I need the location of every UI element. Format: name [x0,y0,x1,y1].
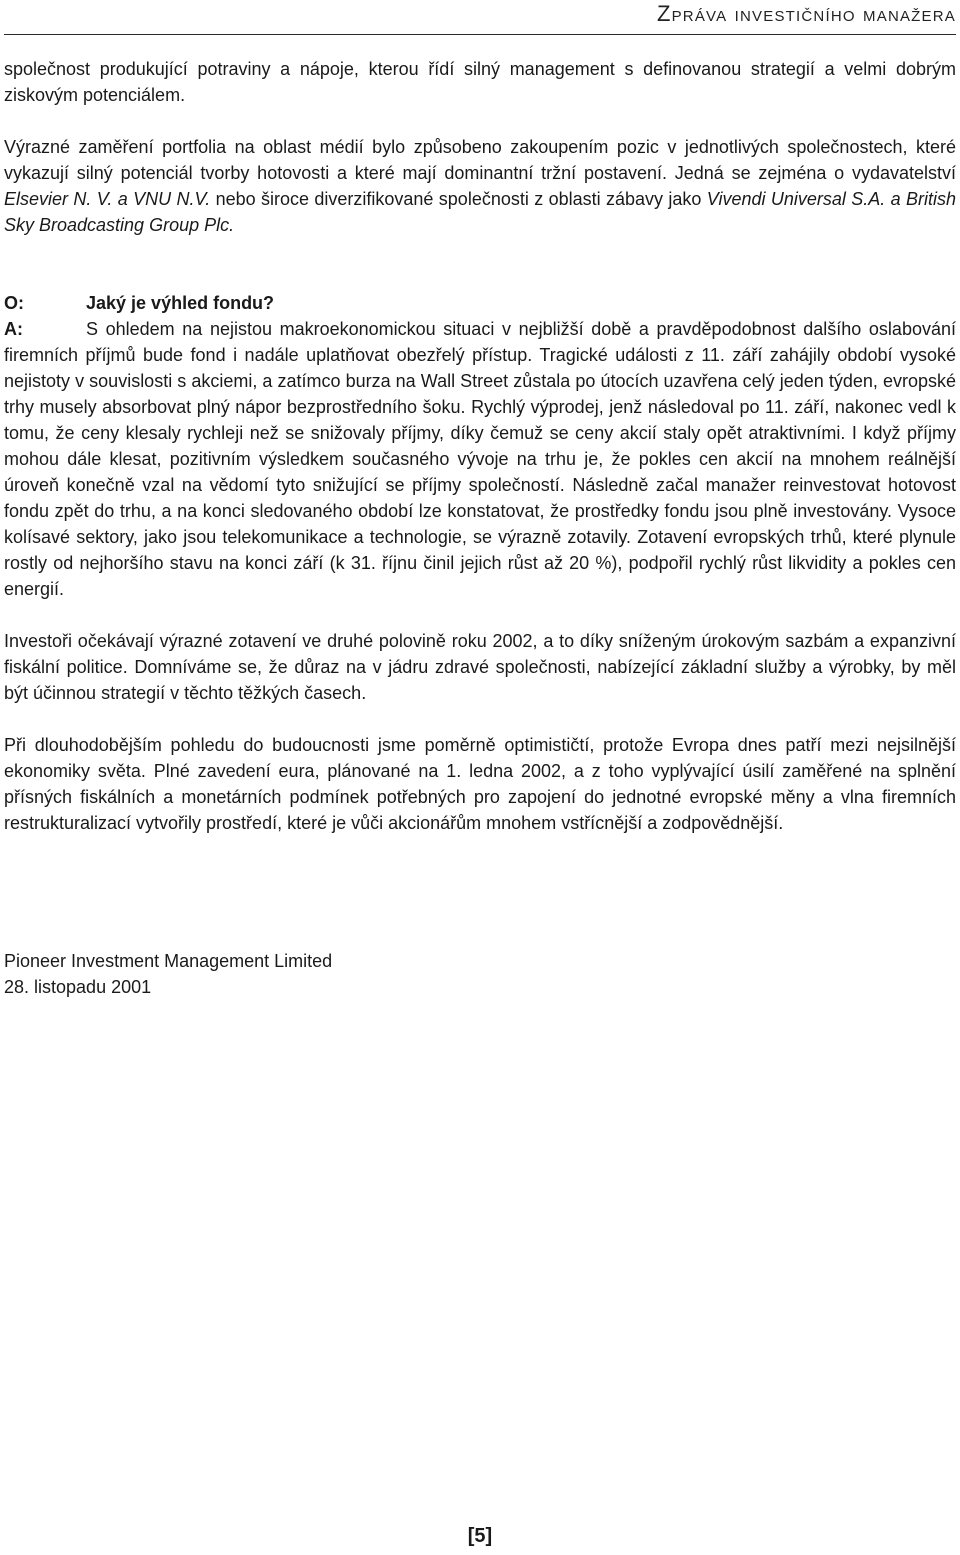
signature-company: Pioneer Investment Management Limited [4,951,333,971]
paragraph-intro-continued: společnost produkující potraviny a nápoje, kterou řídí silný management s definovanou strategií a velmi dobrým ziskovým potenciálem. [4,59,956,105]
document-body [4,56,956,1000]
paragraph-long-term-view: Při dlouhodobějším pohledu do budoucnosti jsme poměrně optimističtí, protože Evropa dnes patří mezi nejsilnější ekonomiky světa. Plné zavedení eura, plánované na 1. ledna 2002, a z toho vyplývající úsilí zaměřené na splnění přísných fiskálních a monetárních podmínek potřebných pro zapojení do jednotné evropské měny a vlna firemních restrukturalizací vytvořily prostředí, které je vůči akcionářům mnohem vstřícnější a zodpovědnější. [4,735,956,833]
paragraph-media-portfolio [4,134,956,238]
question-text: Jaký je výhled fondu? [86,293,275,313]
media-text-1: Výrazné zaměření portfolia na oblast médií bylo způsobeno zakoupením pozic v jednotlivých společnostech, které vykazují silný potenciál tvorby hotovosti a které mají dominantní tržní postavení. Jedná se zejména o vydavatelství [4,137,956,183]
media-companies-2: Vivendi Universal S.A. a British Sky Broadcasting Group Plc. [4,189,956,235]
page-header [4,0,956,35]
media-text-2: nebo široce diverzifikované společnosti z oblasti zábavy jako [210,189,707,209]
answer [4,316,956,602]
header-title: Zpráva investičního manažera [656,1,956,26]
page-number: [5] [467,1525,493,1547]
paragraph-outlook-2002: Investoři očekávají výrazné zotavení ve druhé polovině roku 2002, a to díky sníženým úrokovým sazbám a expanzivní fiskální politice. Domníváme se, že důraz na v jádru zdravé společnosti, nabízející základní služby a výrobky, by měl být účinnou strategií v těchto těžkých časech. [4,631,956,703]
answer-label: A: [4,319,23,339]
signature-date: 28. listopadu 2001 [4,977,152,997]
question-label: O: [4,293,24,313]
answer-text: S ohledem na nejistou makroekonomickou situaci v nejbližší době a pravděpodobnost dalšího oslabování firemních příjmů bude fond i nadále uplatňovat obezřelý přístup. Tragické události z 11. září zahájily období vysoké nejistoty v souvislosti s akciemi, a zatímco burza na Wall Street zůstala po útocích uzavřena celý jeden týden, evropské trhy musely absorbovat plný nápor bezprostředního šoku. Rychlý výprodej, jenž následoval po 11. září, nakonec vedl k tomu, že ceny klesaly rychleji než se snižovaly příjmy, díky čemuž se ceny akcií staly opět atraktivními. I když příjmy mohou dále klesat, pozitivním výsledkem současného vývoje na trhu je, že pokles cen akcií na mnohem reálnější úroveň konečně vzal na vědomí tyto snižující se příjmy společností. Následně začal manažer reinvestovat hotovost fondu zpět do trhu, a na konci sledovaného období lze konstatovat, že prostředky fondu jsou plně investovány. Vysoce kolísavé sektory, jako jsou telekomunikace a technologie, se výrazně zotavily. Zotavení evropských trhů, které plynule rostly od nejhoršího stavu na konci září (k 31. říjnu činil jejich růst až 20 %), podpořil rychlý růst likvidity a pokles cen energií. [4,319,956,599]
signature-block [4,948,956,1000]
media-companies-1: Elsevier N. V. a VNU N.V. [4,189,211,209]
question [4,290,956,316]
